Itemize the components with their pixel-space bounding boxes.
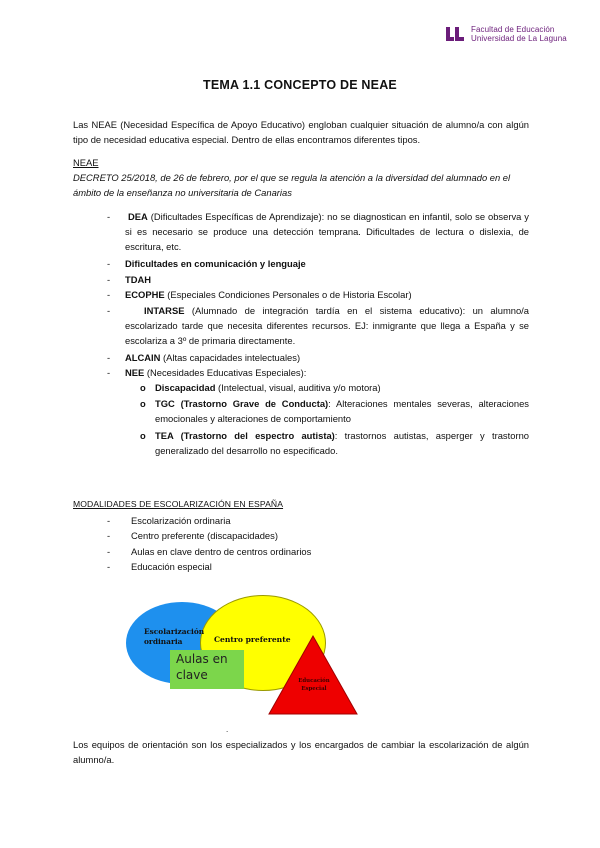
list-dash: - — [107, 274, 111, 285]
aulas-label-line1: Aulas en — [176, 652, 228, 666]
educacion-especial-label — [289, 677, 339, 693]
list-item-ecophe — [107, 287, 529, 302]
escolarizacion-label-line2: ordinaria — [144, 637, 183, 646]
neae-heading: NEAE — [73, 157, 99, 168]
list-item-comunicacion — [107, 256, 529, 271]
list-dash: - — [107, 289, 111, 300]
term-alcain: ALCAIN — [125, 352, 161, 363]
subitem-tgc — [140, 396, 529, 426]
modalidad-text: Centro preferente (discapacidades) — [131, 530, 278, 541]
escolarizacion-label-line1: Escolarización — [144, 627, 205, 636]
term-comunicacion: Dificultades en comunicación y lenguaje — [125, 258, 306, 269]
university-logo — [445, 25, 567, 43]
list-dash: - — [107, 515, 111, 526]
modalidad-text: Educación especial — [131, 561, 212, 572]
faculty-logo-icon — [445, 26, 465, 42]
modalidad-item — [107, 528, 507, 543]
list-item-alcain — [107, 350, 529, 365]
schooling-modalities-diagram — [118, 595, 368, 720]
educacion-label-line2: Especial — [301, 686, 327, 692]
modalidad-item — [107, 513, 507, 528]
escolarizacion-ordinaria-label — [144, 627, 204, 647]
modalidad-item — [107, 544, 507, 559]
decreto-citation: DECRETO 25/2018, de 26 de febrero, por el que se regula la atención a la diversidad del alumnado en el ámbito de la enseñanza no universitaria de Canarias — [73, 172, 511, 198]
desc-dea: (Dificultades Específicas de Aprendizaje): no se diagnostican en infantil, solo se observa y si es necesario se produce una detección temprana. Dificultades de lectura o dislexia, de escritura, etc. — [125, 211, 529, 252]
list-item-dea — [107, 209, 529, 254]
desc-discapacidad: (Intelectual, visual, auditiva y/o motora) — [215, 382, 381, 393]
subitem-discapacidad — [140, 380, 529, 395]
desc-nee: (Necesidades Educativas Especiales): — [144, 367, 307, 378]
desc-ecophe: (Especiales Condiciones Personales o de Historia Escolar) — [164, 289, 412, 300]
list-dash: - — [107, 258, 111, 269]
list-dash: - — [107, 561, 111, 572]
sub-bullet: o — [140, 382, 146, 393]
list-dash: - — [107, 305, 111, 316]
list-item-nee — [107, 365, 529, 380]
desc-intarse: (Alumnado de integración tardía en el sistema educativo): un alumno/a escolarizado tarde que necesita diferentes recursos. EJ: inmigrante que llega a España y se escolariza a 3º de primaria directamente. — [125, 305, 529, 346]
page-title: TEMA 1.1 CONCEPTO DE NEAE — [203, 78, 397, 92]
logo-line-university: Universidad de La Laguna — [471, 34, 567, 43]
list-dash: - — [107, 546, 111, 557]
logo-line-faculty: Facultad de Educación — [471, 25, 555, 34]
list-dash: - — [107, 352, 111, 363]
term-tdah: TDAH — [125, 274, 152, 285]
modalidades-heading: MODALIDADES DE ESCOLARIZACIÓN EN ESPAÑA — [73, 499, 284, 509]
desc-tgc: : Alteraciones mentales severas, alteraciones emocionales y alteraciones de comportamiento — [155, 398, 529, 424]
educacion-especial-triangle — [268, 635, 358, 715]
stray-mark: . — [226, 725, 229, 734]
term-ecophe: ECOPHE — [125, 289, 165, 300]
term-tgc: TGC (Trastorno Grave de Conducta) — [155, 398, 329, 409]
modalidad-item — [107, 559, 507, 574]
term-intarse: INTARSE — [144, 305, 185, 316]
list-dash: - — [107, 530, 111, 541]
aulas-en-clave-label — [176, 651, 242, 683]
term-nee: NEE — [125, 367, 145, 378]
intro-paragraph: Las NEAE (Necesidad Específica de Apoyo Educativo) engloban cualquier situación de alumno/a con algún tipo de necesidad educativa especial. Dentro de ellas encontramos diferentes tipos. — [73, 119, 529, 145]
term-dea: DEA — [128, 211, 148, 222]
list-item-intarse — [107, 303, 529, 348]
list-item-tdah — [107, 272, 529, 287]
term-tea: TEA (Trastorno del espectro autista) — [155, 430, 335, 441]
modalidad-text: Aulas en clave dentro de centros ordinarios — [131, 546, 312, 557]
centro-preferente-label: Centro preferente — [214, 635, 291, 644]
sub-bullet: o — [140, 430, 146, 441]
desc-tea: : trastornos autistas, asperger y trastorno generalizado del desarrollo no especificado. — [155, 430, 529, 456]
aulas-label-line2: clave — [176, 668, 208, 682]
educacion-label-line1: Educación — [298, 678, 330, 684]
desc-alcain: (Altas capacidades intelectuales) — [160, 352, 301, 363]
subitem-tea — [140, 428, 529, 458]
list-dash: - — [107, 211, 111, 222]
closing-paragraph: Los equipos de orientación son los especializados y los encargados de cambiar la escolarización de algún alumno/a. — [73, 739, 529, 765]
list-dash: - — [107, 367, 111, 378]
sub-bullet: o — [140, 398, 146, 409]
term-discapacidad: Discapacidad — [155, 382, 216, 393]
modalidad-text: Escolarización ordinaria — [131, 515, 231, 526]
